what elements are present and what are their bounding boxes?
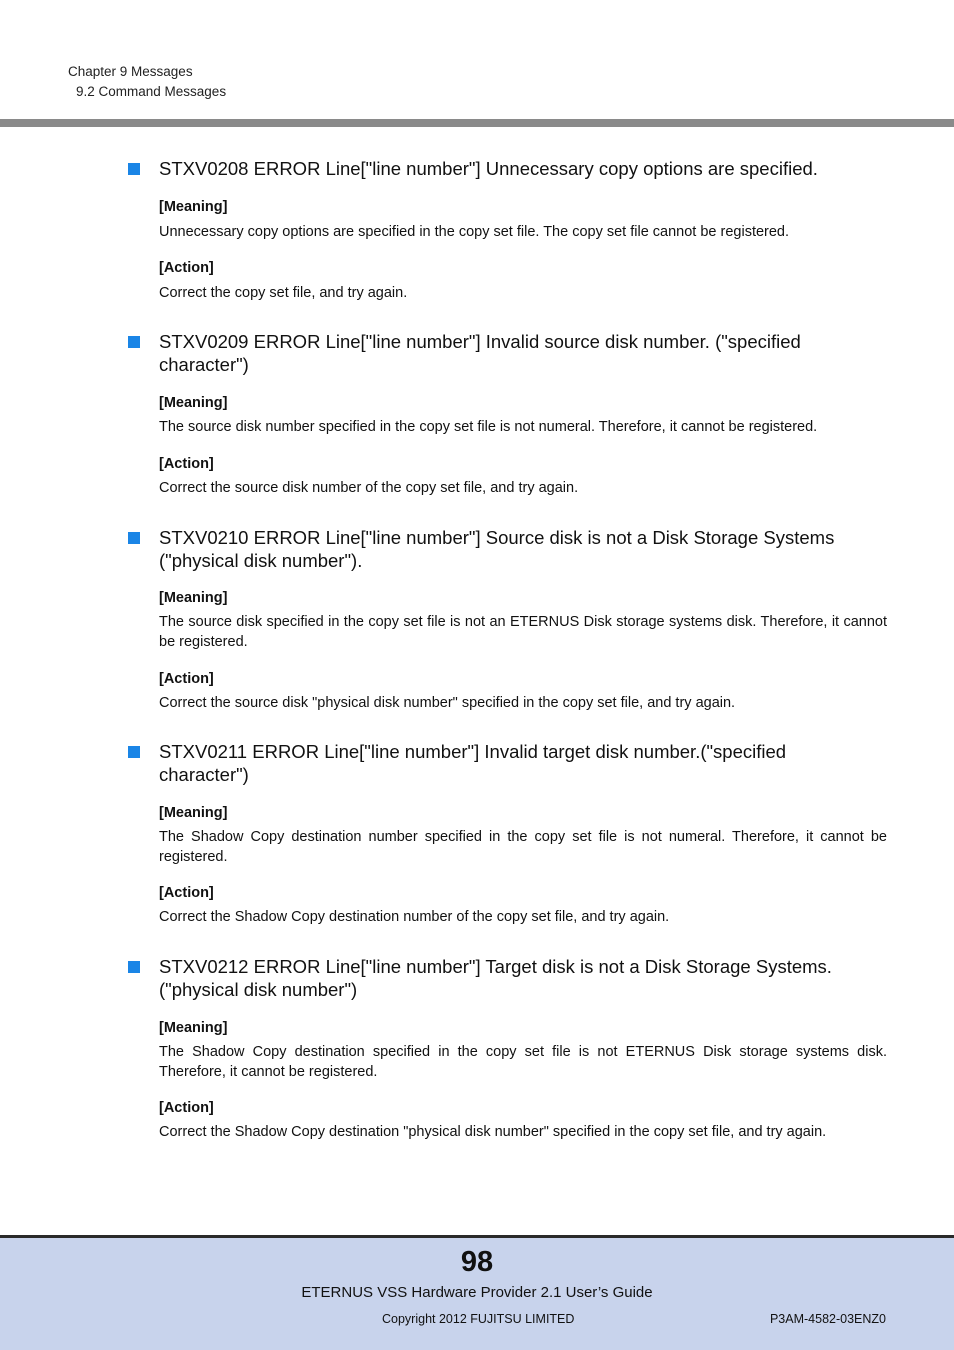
- message-title: STXV0208 ERROR Line["line number"] Unnecessary copy options are specified.: [159, 158, 818, 179]
- square-bullet-icon: [128, 961, 140, 973]
- meaning-label: [Meaning]: [159, 1020, 228, 1036]
- square-bullet-icon: [128, 163, 140, 175]
- square-bullet-icon: [128, 336, 140, 348]
- action-text: Correct the Shadow Copy destination "physical disk number" specified in the copy set file, and try again.: [159, 1124, 827, 1140]
- message-title: STXV0212 ERROR Line["line number"] Target disk is not a Disk Storage Systems. ("physical disk number"): [159, 956, 832, 1000]
- message-title: STXV0210 ERROR Line["line number"] Source disk is not a Disk Storage Systems ("physical disk number").: [159, 527, 835, 571]
- square-bullet-icon: [128, 746, 140, 758]
- action-text: Correct the copy set file, and try again.: [159, 285, 408, 301]
- copyright: Copyright 2012 FUJITSU LIMITED: [382, 1312, 575, 1326]
- meaning-label: [Meaning]: [159, 805, 228, 821]
- action-label: [Action]: [159, 456, 214, 472]
- meaning-label: [Meaning]: [159, 395, 228, 411]
- meaning-text: The Shadow Copy destination specified in the copy set file is not ETERNUS Disk storage systems disk. Therefore, it cannot be registered.: [159, 1044, 887, 1080]
- action-label: [Action]: [159, 260, 214, 276]
- meaning-label: [Meaning]: [159, 590, 228, 606]
- page-number: 98: [460, 1246, 494, 1278]
- chapter-label: Chapter 9 Messages: [68, 64, 193, 79]
- meaning-text: The source disk number specified in the copy set file is not numeral. Therefore, it cannot be registered.: [159, 419, 818, 435]
- meaning-text: The source disk specified in the copy set file is not an ETERNUS Disk storage systems disk. Therefore, it cannot be registered.: [159, 614, 887, 650]
- action-label: [Action]: [159, 885, 214, 901]
- message-title: STXV0211 ERROR Line["line number"] Invalid target disk number.("specified character"): [159, 741, 787, 785]
- guide-title: ETERNUS VSS Hardware Provider 2.1 User’s Guide: [301, 1284, 653, 1301]
- action-label: [Action]: [159, 671, 214, 687]
- action-text: Correct the Shadow Copy destination number of the copy set file, and try again.: [159, 909, 670, 925]
- header-rule: [0, 119, 954, 127]
- section-label: 9.2 Command Messages: [76, 84, 227, 99]
- meaning-text: Unnecessary copy options are specified in the copy set file. The copy set file cannot be registered.: [159, 224, 790, 240]
- action-text: Correct the source disk number of the copy set file, and try again.: [159, 480, 579, 496]
- square-bullet-icon: [128, 532, 140, 544]
- document-id: P3AM-4582-03ENZ0: [769, 1312, 886, 1326]
- meaning-text: The Shadow Copy destination number specified in the copy set file is not numeral. Therefore, it cannot be registered.: [159, 829, 887, 865]
- page-footer: [0, 1235, 954, 1350]
- action-label: [Action]: [159, 1100, 214, 1116]
- message-title: STXV0209 ERROR Line["line number"] Invalid source disk number. ("specified character"): [159, 331, 801, 375]
- meaning-label: [Meaning]: [159, 199, 228, 215]
- action-text: Correct the source disk "physical disk number" specified in the copy set file, and try again.: [159, 695, 736, 711]
